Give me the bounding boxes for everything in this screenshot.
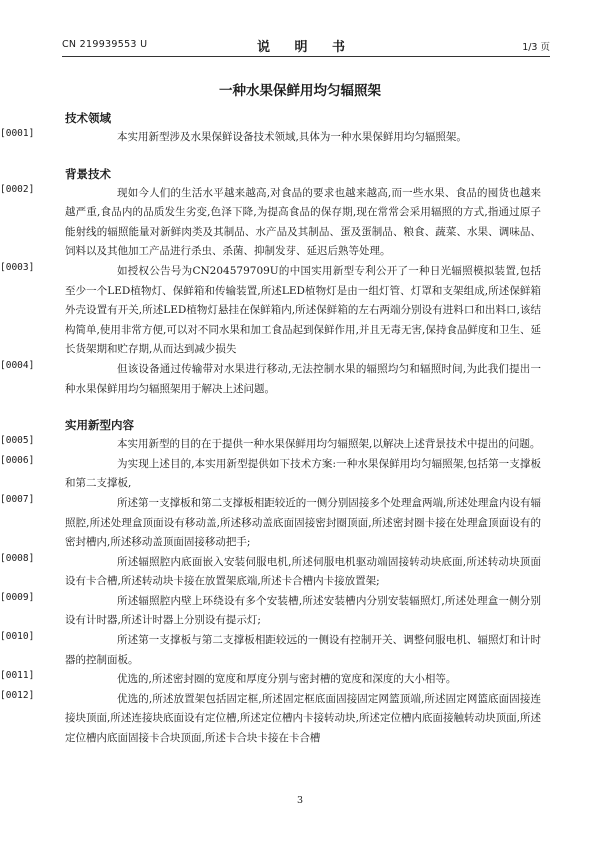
paragraph-number: [0006] [0,454,35,466]
paragraph [0,261,541,360]
paragraph-text: 但该设备通过传输带对水果进行移动,无法控制水果的辐照均匀和辐照时间,为此我们提出一种水果保鲜用均匀辐照架用于解决上述问题。 [65,362,541,395]
paragraph-text: 所述辐照腔内壁上环绕设有多个安装槽,所述安装槽内分别安装辐照灯,所述处理盒一侧分别设有计时器,所述计时器上分别设有提示灯; [65,594,541,627]
page-header [62,36,550,55]
section-utility-model-content [0,415,541,749]
paragraph-text: 所述第一支撑板与第二支撑板相距较远的一侧设有控制开关、调整伺服电机、辐照灯和计时器的控制面板。 [65,634,541,666]
page-number: 3 [296,795,304,806]
header-divider [62,56,550,57]
paragraph-number: [0002] [0,183,35,195]
paragraph-number: [0004] [0,359,35,371]
paragraph-number: [0007] [0,493,35,505]
paragraph-number: [0010] [0,631,35,643]
section-background [0,164,541,400]
document-type: 说 明 书 [256,40,356,55]
paragraph-number: [0001] [0,128,35,139]
document-title: 一种水果保鲜用均匀辐照架 [219,83,381,99]
paragraph-number: [0005] [0,435,35,447]
section-heading: 背景技术 [65,166,111,181]
page-indicator: 1/3 页 [522,42,550,53]
patent-number: CN 219939553 U [62,39,148,50]
document-body [0,108,541,749]
paragraph [0,454,541,494]
paragraph-text: 为实现上述目的,本实用新型提供如下技术方案:一种水果保鲜用均匀辐照架,包括第一支撑板和第二支撑板, [65,457,541,490]
paragraph [0,183,541,262]
paragraph-number: [0008] [0,552,35,564]
paragraph-text: 现如今人们的生活水平越来越高,对食品的要求也越来越高,而一些水果、食品的囤货也越来越严重,食品内的品质发生劣变,色泽下降,为提高食品的保存期,现在常常会采用辐照的方式,指通过原子能射线的辐照能量对新鲜肉类及其制品、水产品及其制品、蛋及蛋制品、粮食、蔬菜、水果、调味品、饲料以及其他加工产品进行杀虫、杀菌、抑制发芽、延迟后熟等处理。 [65,186,541,258]
paragraph [0,689,541,749]
paragraph [0,128,541,148]
section-heading: 实用新型内容 [65,418,134,433]
paragraph [0,591,541,631]
paragraph-number: [0003] [0,261,35,273]
paragraph-text: 本实用新型的目的在于提供一种水果保鲜用均匀辐照架,以解决上述背景技术中提出的问题。 [117,438,541,451]
paragraph-text: 优选的,所述放置架包括固定框,所述固定框底面固接固定网篮顶端,所述固定网篮底面固接连接块顶面,所述连接块底面设有定位槽,所述定位槽内卡接转动块,所述定位槽内底面接触转动块顶面,所述定位槽内底面固接卡合块顶面,所述卡合块卡接在卡合槽 [65,692,541,745]
section-technical-field [0,108,541,148]
paragraph [0,435,541,455]
paragraph [0,552,541,592]
paragraph [0,493,541,553]
paragraph [0,631,541,670]
paragraph-text: 所述第一支撑板和第二支撑板相距较近的一侧分别固接多个处理盒两端,所述处理盒内设有辐照腔,所述处理盒顶面设有移动盖,所述移动盖底面固接密封圈顶面,所述密封圈卡接在处理盒顶面设有的密封槽内,所述移动盖顶面固接移动把手; [65,496,541,549]
paragraph-number: [0009] [0,591,35,603]
paragraph-number: [0011] [0,670,35,682]
paragraph [0,670,541,690]
section-heading: 技术领域 [65,111,111,125]
paragraph-text: 本实用新型涉及水果保鲜设备技术领域,具体为一种水果保鲜用均匀辐照架。 [117,131,467,143]
paragraph-number: [0012] [0,689,35,701]
paragraph-text: 如授权公告号为CN204579709U的中国实用新型专利公开了一种日光辐照模拟装置,包括至少一个LED植物灯、保鲜箱和传输装置,所述LED植物灯是由一组灯管、灯罩和支架组成,所述保鲜箱外壳设置有开关,所述LED植物灯悬挂在保鲜箱内,所述保鲜箱的左右两端分别设有进料口和出料口,该结构简单,使用非常方便,可以对不同水果和加工食品起到保鲜作用,并且无毒无害,保持食品鲜度和卫生、延长货架期和贮存期,从而达到减少损失 [65,264,541,356]
paragraph-text: 所述辐照腔内底面嵌入安装伺服电机,所述伺服电机驱动端固接转动块底面,所述转动块顶面设有卡合槽,所述转动块卡接在放置架底端,所述卡合槽内卡接放置架; [65,555,541,588]
paragraph-text: 优选的,所述密封圈的宽度和厚度分别与密封槽的宽度和深度的大小相等。 [117,673,457,686]
paragraph [0,359,541,399]
